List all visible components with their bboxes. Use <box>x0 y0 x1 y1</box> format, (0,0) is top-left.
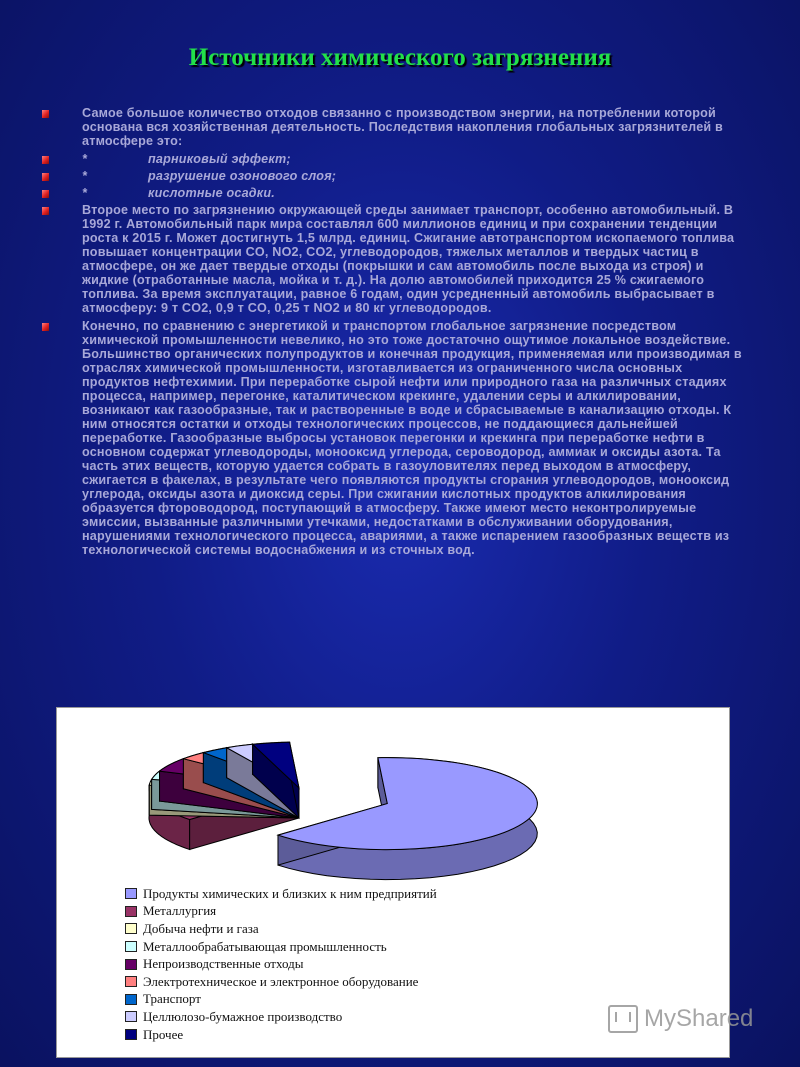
sub-item-ozone <box>40 169 750 183</box>
legend-label: Металлообрабатывающая промышленность <box>143 938 387 954</box>
sub-item-acid-rain <box>40 186 750 200</box>
bullet-icon <box>42 207 49 215</box>
legend-item <box>125 920 437 938</box>
paragraph-transport <box>40 203 750 315</box>
bullet-icon <box>42 323 49 331</box>
sub-item-text: кислотные осадки. <box>148 186 275 200</box>
legend-label: Непроизводственные отходы <box>143 956 304 972</box>
slide-title: Источники химического загрязнения <box>188 44 612 71</box>
legend-item <box>125 1026 437 1044</box>
watermark-text: MyShared <box>644 1005 754 1032</box>
asterisk-mark: * <box>82 152 88 166</box>
pie-chart <box>57 708 729 883</box>
paragraph-text: Самое большое количество отходов связанно с производством энергии, на потреблении которой основана вся хозяйственная деятельность. Последствия накопления глобальных загрязнителей в атмосфере это: <box>82 106 723 148</box>
legend-label: Металлургия <box>143 903 217 919</box>
legend-item <box>125 885 437 903</box>
legend-swatch <box>125 923 137 934</box>
sub-item-text: разрушение озонового слоя; <box>148 169 337 183</box>
legend-item <box>125 903 437 921</box>
legend-swatch <box>125 976 137 987</box>
legend-swatch <box>125 1011 137 1022</box>
legend-swatch <box>125 906 137 917</box>
sub-item-text: парниковый эффект; <box>148 152 291 166</box>
bullet-icon <box>42 173 49 181</box>
bullet-icon <box>42 190 49 198</box>
legend-label: Прочее <box>143 1026 184 1042</box>
bullet-icon <box>42 156 49 164</box>
legend-item <box>125 1008 437 1026</box>
legend-item <box>125 938 437 956</box>
legend-swatch <box>125 941 137 952</box>
slide-body <box>40 106 750 561</box>
bullet-icon <box>42 110 49 118</box>
watermark <box>608 1005 753 1033</box>
legend-swatch <box>125 888 137 899</box>
legend-swatch <box>125 1029 137 1040</box>
asterisk-mark: * <box>82 169 88 183</box>
myshared-logo-icon <box>608 1005 638 1033</box>
legend-swatch <box>125 959 137 970</box>
legend-label: Продукты химических и близких к ним предприятий <box>143 885 437 901</box>
legend-label: Электротехническое и электронное оборудование <box>143 973 419 989</box>
paragraph-text: Конечно, по сравнению с энергетикой и транспортом глобальное загрязнение посредством химической промышленности невелико, но это тоже достаточно ощутимое локальное воздействие. Большинство органических полупродуктов и конечная продукция, применяемая или производимая в отраслях химической промышленности, изготавливается из ограниченного числа основных продуктов нефтехимии. При переработке сырой нефти или природного газа на различных стадиях процесса, например, перегонке, каталитическом крекинге, удалении серы и алкилировании, возникают как газообразные, так и растворенные в воде и сбрасываемые в канализацию отходы. К ним относятся остатки и отходы технологических процессов, не поддающиеся дальнейшей переработке. Газообразные выбросы установок перегонки и крекинга при переработке нефти в основном содержат углеводороды, монооксид углерода, сероводород, аммиак и оксиды азота. Та часть этих веществ, которую удается собрать в газоуловителях перед выходом в атмосферу, сжигается в факелах, в результате чего появляются продукты сгорания углеводородов, монооксид углерода, оксиды азота и диоксид серы. При сжигании кислотных продуктов алкилирования образуется фтороводород, поступающий в атмосферу. Также имеют место неконтролируемые эмиссии, вызванные различными утечками, недостатками в обслуживании оборудования, нарушениями технологического процесса, авариями, а также испарением газообразных веществ из технологической системы водоснабжения и из сточных вод. <box>82 319 742 557</box>
legend-label: Добыча нефти и газа <box>143 920 259 936</box>
paragraph-text: Второе место по загрязнению окружающей среды занимает транспорт, особенно автомобильный. В 1992 г. Автомобильный парк мира составлял 600 миллионов единиц и при сохранении тенденции роста к 2015 г. Может достигнуть 1,5 млрд. единиц. Сжигание автотранспортом ископаемого топлива повышает концентрации CO, NO2, CO2, углеводородов, тяжелых металлов и твердых частиц в атмосфере, он же дает твердые отходы (покрышки и сам автомобиль после выхода из строя) и жидкие (отработанные масла, мойка и т. д.). На долю автомобилей приходится 25 % сжигаемого топлива. За время эксплуатации, равное 6 годам, один усредненный автомобиль выбрасывает в атмосферу: 9 т CO2, 0,9 т CO, 0,25 т NO2 и 80 кг углеводородов. <box>82 203 735 315</box>
paragraph-energy <box>40 106 750 148</box>
legend-label: Транспорт <box>143 991 201 1007</box>
legend-item <box>125 955 437 973</box>
legend-item <box>125 991 437 1009</box>
sub-item-greenhouse <box>40 152 750 166</box>
paragraph-chemical-industry <box>40 319 750 557</box>
asterisk-mark: * <box>82 186 88 200</box>
legend-label: Целлюлозо-бумажное производство <box>143 1008 343 1024</box>
legend-swatch <box>125 994 137 1005</box>
legend-item <box>125 973 437 991</box>
chart-legend <box>125 885 437 1043</box>
pie-slice-1 <box>278 758 537 880</box>
